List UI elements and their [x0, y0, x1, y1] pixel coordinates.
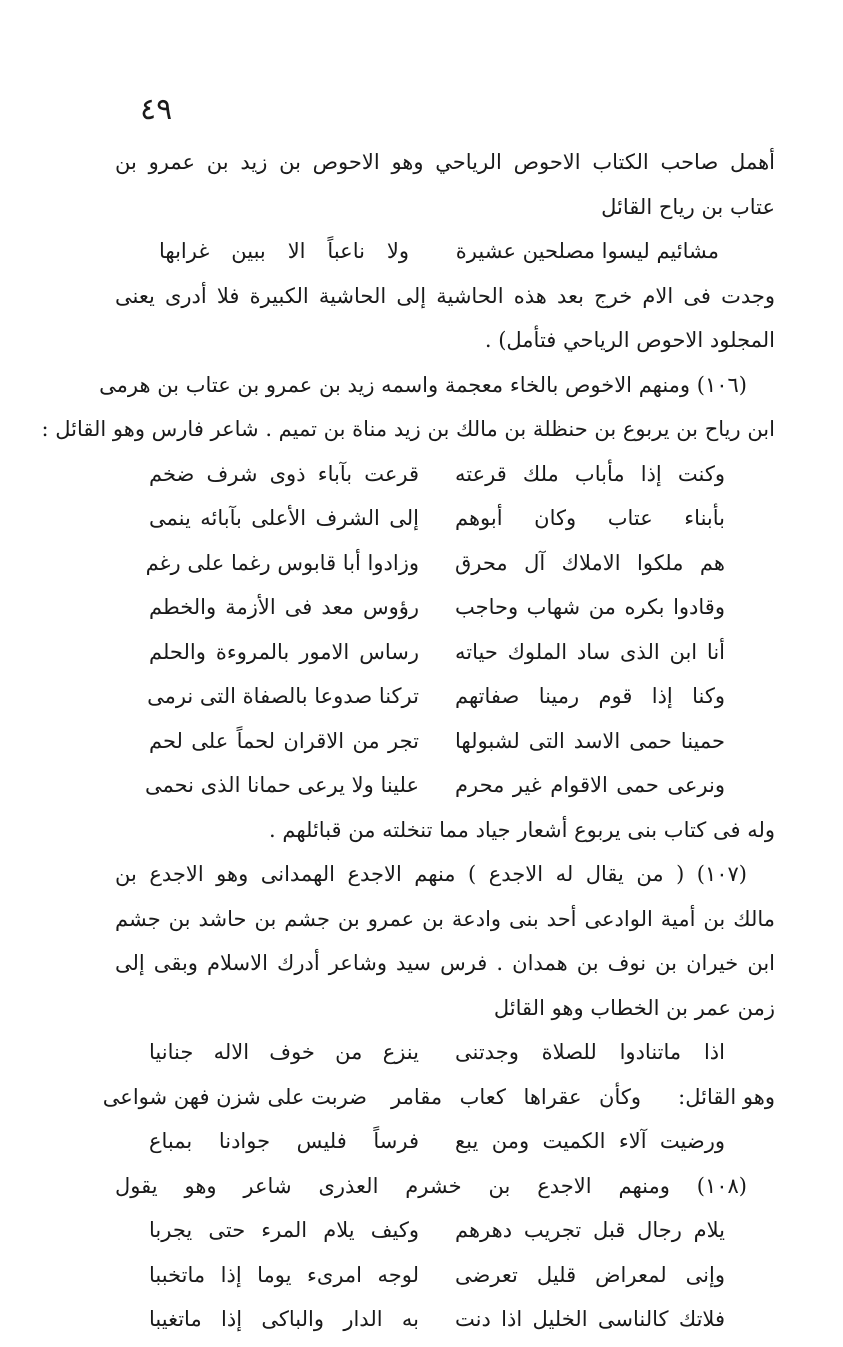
verse-first-hemistich: فلاتك كالناسى الخليل اذا دنت	[455, 1307, 725, 1331]
verse-first-hemistich: مشائيم ليسوا مصلحين عشيرة	[455, 239, 719, 263]
verse-first-hemistich: حمينا حمى الاسد التى لشبولها	[455, 728, 725, 753]
prose-line: مالك بن أمية الوادعى أحد بنى وادعة بن عمرو بن جشم بن حاشد بن جشم	[115, 906, 775, 931]
verse-second-hemistich: تجر من الاقران لحماً على لحم	[149, 728, 419, 753]
prose-line: زمن عمر بن الخطاب وهو القائل	[493, 995, 775, 1020]
verse-line	[115, 763, 775, 808]
verse-first-hemistich: وكنا إذا قوم رمينا صفاتهم	[455, 684, 725, 708]
verse-first-hemistich: وإنى لمعراض قليل تعرضى	[455, 1262, 725, 1287]
verse-intro-label: وهو القائل:	[678, 1084, 775, 1109]
verse-second-hemistich: قرعت بآباء ذوى شرف ضخم	[149, 461, 419, 486]
verse-line	[115, 452, 775, 497]
page-number: ٤٩	[140, 92, 173, 127]
verse-line	[115, 496, 775, 541]
prose-line: وجدت فى الام خرج بعد هذه الحاشية إلى الحاشية الكبيرة فلا أدرى يعنى	[115, 283, 775, 308]
prose-line: (١٠٦) ومنهم الاخوص بالخاء معجمة واسمه زيد بن عمرو بن عتاب بن هرمى	[99, 372, 747, 397]
verse-second-hemistich: لوجه امرىء يوما إذا ماتخببا	[149, 1262, 419, 1287]
verse-first-hemistich: اذا ماتنادوا للصلاة وجدتنى	[455, 1040, 725, 1064]
verse-first-hemistich: بأبناء عتاب وكان أبوهم	[455, 506, 725, 530]
verse-line	[115, 229, 775, 274]
verse-second-hemistich: تركنا صدوعا بالصفاة التى نرمى	[147, 684, 419, 708]
verse-second-hemistich: رساس الامور بالمروءة والحلم	[149, 639, 419, 664]
prose-line: وله فى كتاب بنى يربوع أشعار جياد مما تنخلته من قبائلهم .	[269, 817, 775, 842]
prose-line: ابن رياح بن يربوع بن حنظلة بن مالك بن زيد مناة بن تميم . شاعر فارس وهو القائل :	[41, 417, 775, 441]
verse-second-hemistich: وزادوا أبا قابوس رغما على رغم	[145, 550, 419, 575]
verse-line	[115, 1297, 775, 1342]
verse-line	[115, 719, 775, 764]
prose-line: (١٠٧) ( من يقال له الاجدع ) منهم الاجدع الهمدانى وهو الاجدع بن	[115, 862, 747, 886]
prose-line: أهمل صاحب الكتاب الاحوص الرياحي وهو الاحوص بن زيد بن عمرو بن	[115, 150, 775, 174]
verse-line	[102, 1075, 811, 1120]
verse-first-hemistich: ونرعى حمى الاقوام غير محرم	[455, 773, 725, 797]
prose-line: المجلود الاحوص الرياحي فتأمل) .	[484, 328, 775, 352]
verse-second-hemistich: رؤوس معد فى الأزمة والخطم	[149, 595, 419, 619]
verse-second-hemistich: ولا ناعباً الا ببين غرابها	[159, 239, 409, 263]
verse-line	[115, 585, 775, 630]
verse-line	[115, 630, 775, 675]
verse-first-hemistich: وكنت إذا مأباب ملك قرعته	[455, 461, 725, 486]
text-body	[41, 140, 775, 1342]
verse-line	[115, 541, 775, 586]
verse-line	[115, 1030, 775, 1075]
verse-second-hemistich: فرساً فليس جوادنا بمباع	[149, 1129, 419, 1153]
verse-second-hemistich: ضربت على شزن فهن شواعى	[102, 1084, 367, 1109]
verse-line	[115, 674, 775, 719]
prose-line: عتاب بن رياح القائل	[601, 194, 775, 219]
verse-line	[115, 1253, 775, 1298]
verse-line	[115, 1119, 775, 1164]
verse-first-hemistich: أنا ابن الذى ساد الملوك حياته	[455, 639, 725, 664]
prose-line: (١٠٨) ومنهم الاجدع بن خشرم العذرى شاعر وهو يقول	[115, 1173, 747, 1198]
verse-second-hemistich: ينزع من خوف الاله جنانيا	[149, 1040, 419, 1064]
verse-second-hemistich: به الدار والباكى إذا ماتغيبا	[149, 1307, 419, 1331]
verse-line	[115, 1208, 775, 1253]
verse-first-hemistich: يلام رجال قبل تجريب دهرهم	[455, 1218, 725, 1242]
verse-first-hemistich: وكأن عقراها كعاب مقامر	[391, 1084, 641, 1109]
prose-line: ابن خيران بن نوف بن همدان . فرس سيد وشاعر أدرك الاسلام وبقى إلى	[115, 951, 775, 975]
verse-second-hemistich: إلى الشرف الأعلى بآبائه ينمى	[149, 506, 419, 530]
verse-first-hemistich: هم ملكوا الاملاك آل محرق	[455, 550, 725, 575]
verse-second-hemistich: وكيف يلام المرء حتى يجربا	[149, 1218, 419, 1242]
verse-first-hemistich: وقادوا بكره من شهاب وحاجب	[455, 595, 725, 619]
verse-second-hemistich: علينا ولا يرعى حمانا الذى نحمى	[144, 773, 419, 797]
verse-first-hemistich: ورضيت آلاء الكميت ومن يبع	[455, 1129, 725, 1153]
